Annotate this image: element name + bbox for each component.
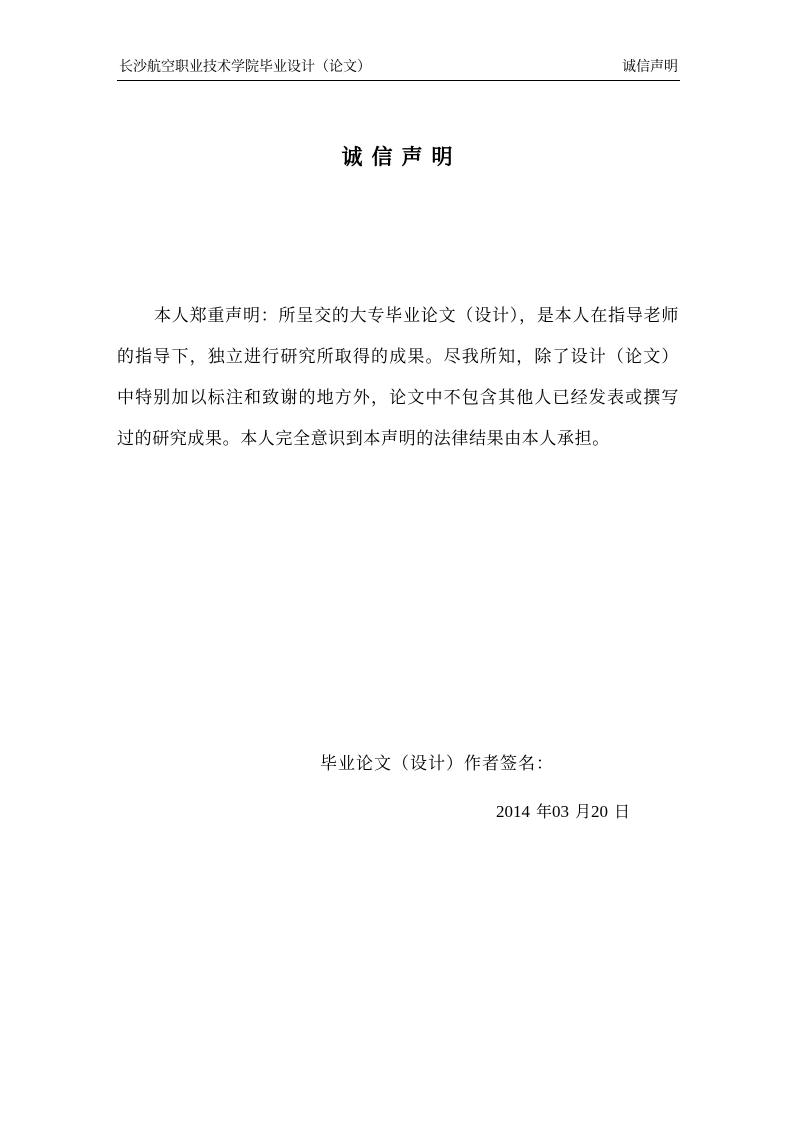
date-month: 03 xyxy=(552,802,570,821)
page-title: 诚信声明 xyxy=(341,145,462,169)
date-month-unit: 月 xyxy=(575,802,592,821)
date-day: 20 xyxy=(591,802,609,821)
header-institution: 长沙航空职业技术学院毕业设计（论文） xyxy=(119,59,371,75)
date-year-unit: 年 xyxy=(536,802,553,821)
page-header xyxy=(117,54,680,81)
declaration-paragraph: 本人郑重声明：所呈交的大专毕业论文（设计），是本人在指导老师的指导下，独立进行研究所取得的成果。尽我所知，除了设计（论文）中特别加以标注和致谢的地方外，论文中不包含其他人已经发表或撰写过的研究成果。本人完全意识到本声明的法律结果由本人承担。 xyxy=(117,306,679,449)
signing-date xyxy=(496,801,630,823)
date-day-unit: 日 xyxy=(614,802,631,821)
date-year: 2014 xyxy=(496,802,530,821)
author-signature-label: 毕业论文（设计）作者签名： xyxy=(320,754,554,774)
header-section-title: 诚信声明 xyxy=(622,59,678,75)
